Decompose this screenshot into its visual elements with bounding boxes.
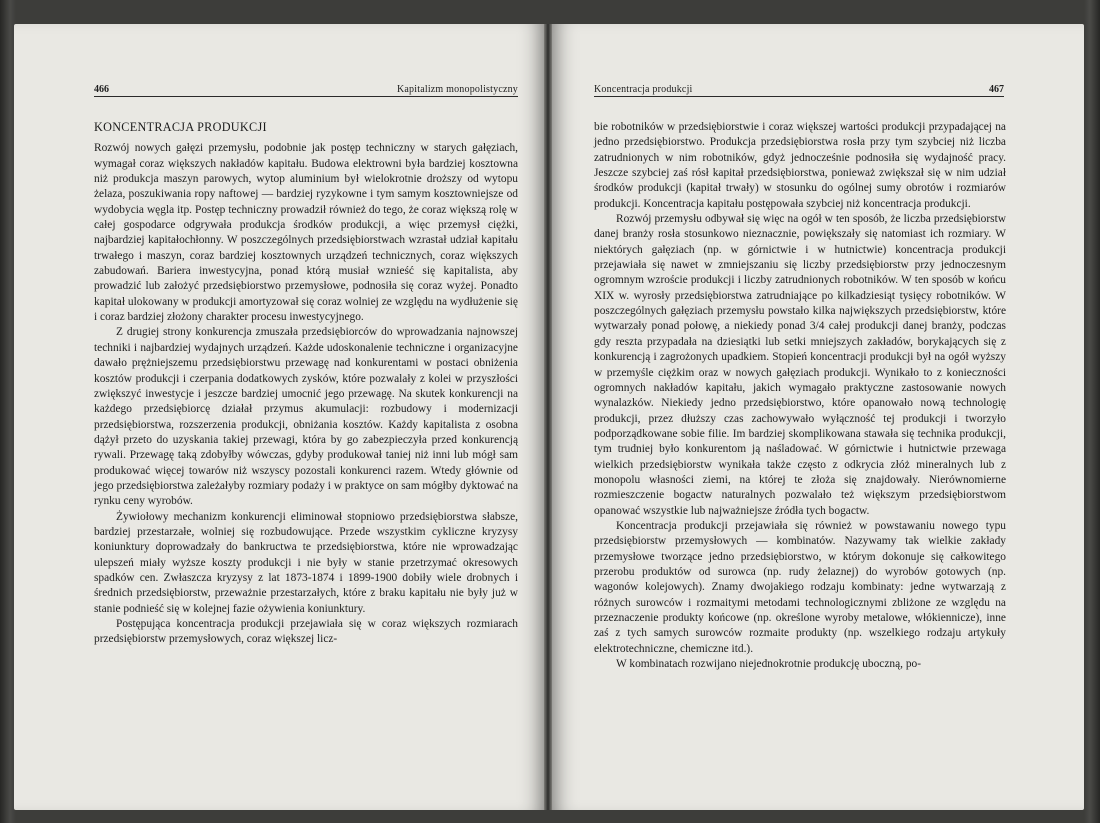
- left-running-head: [94, 84, 518, 97]
- left-running-title: Kapitalizm monopolistyczny: [396, 84, 518, 95]
- paragraph: Rozwój przemysłu odbywał się więc na ogół w ten sposób, że liczba przedsiębiorstw danej branży rosła stosunkowo nieznacznie, powiększały się natomiast ich rozmiary. W niektórych gałęziach (np. w górnictwie i w hutnictwie) koncentracja produkcji przejawiała się nawet w zmniejszaniu się liczby przedsiębiorstw przy jednoczesnym ogromnym wzroście produkcji i liczby zatrudnionych robotników. W ten sposób w końcu XIX w. wyrosły przedsiębiorstwa zatrudniające po kilkadziesiąt tysięcy robotników. W poszczególnych gałęziach przemysłu powstało kilka największych przedsiębiorstw, które wytwarzały ponad połowę, a niekiedy ponad 3/4 całej produkcji danej branży, podczas gdy reszta przypadała na dziesiątki lub setki mniejszych zakładów, borykających się z konkurencją i zagrożonych upadkiem. Stopień koncentracji produkcji był na ogół wyższy w przemyśle ciężkim oraz w nowych gałęziach produkcji. Wynikało to z konieczności ogromnych nakładów kapitału, jakich wymagało praktyczne zastosowanie nowych wynalazków. Niekiedy jedno przedsiębiorstwo, które opanowało nową technologię produkcji, przez dłuższy czas zachowywało wyłączność tej produkcji i tworzyło podporządkowane sobie filie. Im bardziej skomplikowana stawała się technika produkcji, tym trudniej było konkurentom ją naśladować. W górnictwie i hutnictwie przewaga wielkich przedsiębiorstw wynikała także często z odkrycia złóż mineralnych lub z monopolu własności ziemi, na której te złoża się znajdowały. Nierównomierne rozmieszczenie bogactw naturalnych pozwalało też większym przedsiębiorstwom opanować wszystkie lub najważniejsze źródła tych bogactw.: [594, 213, 1006, 517]
- left-page: [14, 24, 544, 810]
- book-gutter: [544, 24, 552, 810]
- paragraph: Koncentracja produkcji przejawiała się również w powstawaniu nowego typu przedsiębiorstw przemysłowych — kombinatów. Nazywamy tak wielkie zakłady przemysłowe tworzące jedno przedsiębiorstwo, w którym dokonuje się całkowitego przerobu produktów od surowca (np. rudy żelaznej) do wyrobów gotowych (np. wagonów kolejowych). Znamy dwojakiego rodzaju kombinaty: jedne wytwarzają z różnych surowców i rozmaitymi metodami technologicznymi zbliżone ze względu na przeznaczenie produkty końcowe (np. określone wyroby metalowe, włókiennicze), inne zaś z tych samych surowców rozmaite produkty (np. wszelkiego rodzaju artykuły elektrotechniczne, chemiczne itd.).: [594, 519, 1006, 655]
- left-text-block: [94, 120, 518, 648]
- paragraph: Z drugiej strony konkurencja zmuszała przedsiębiorców do wprowadzania najnowszej techniki i najbardziej wydajnych urządzeń. Każde udoskonalenie techniczne i organizacyjne dawało prężniejszemu przedsiębiorstwu przewagę nad konkurentami w postaci obniżenia kosztów produkcji i czerpania dodatkowych zysków, które pozwalały z kolei w przyszłości zwiększyć inwestycje i jeszcze bardziej umocnić jego przewagę. Na skutek konkurencji na każdego przedsiębiorcę działał przymus akumulacji: rozbudowy i modernizacji przedsiębiorstwa, rozszerzenia produkcji, obniżania kosztów. Każdy kapitalista z osobna dążył przeto do uzyskania takiej przewagi, która by go zabezpieczyła przed konkurencją rywali. Przewagę taką zdobyłby wówczas, gdyby produkował taniej niż inni lub mógł sam produkować więcej towarów niż wszyscy pozostali konkurenci razem. Wtedy głównie od jego przedsiębiorstwa zależałyby rozmiary podaży i w praktyce on sam mógłby dyktować na rynku ceny wyrobów.: [94, 326, 518, 508]
- paragraph: Żywiołowy mechanizm konkurencji eliminował stopniowo przedsiębiorstwa słabsze, bardziej przestarzałe, wolniej się rozbudowujące. Przede wszystkim cykliczne kryzysy koniunktury doprowadzały do bankructwa te przedsiębiorstwa, które nie wprowadzając ulepszeń miały wyższe koszty produkcji i nie były w stanie przetrzymać okresowych spadków cen. Zwłaszcza kryzysy z lat 1873-1874 i 1899-1900 dobiły wiele drobnych i średnich przedsiębiorstw, przeważnie przestarzałych, które z braku kapitału nie były już w stanie podnieść się w kolejnej fazie ożywienia koniunktury.: [94, 510, 518, 615]
- right-text-block: [594, 120, 1006, 672]
- paragraph: Postępująca koncentracja produkcji przejawiała się w coraz większych rozmiarach przedsiębiorstw przemysłowych, coraz większej licz-: [94, 618, 518, 646]
- left-page-number: 466: [94, 84, 109, 95]
- right-page-number: 467: [989, 84, 1004, 95]
- paragraph: Rozwój nowych gałęzi przemysłu, podobnie jak postęp techniczny w starych gałęziach, wymagał coraz większych nakładów kapitału. Budowa elektrowni była bardziej kosztowna niż produkcja maszyn parowych, wytop aluminium był wielokrotnie droższy od wytopu żelaza, poszukiwania ropy naftowej — bardziej ryzykowne i tym samym kosztowniejsze od wydobycia węgla itp. Postęp techniczny prowadził również do tego, że coraz większą rolę w całej gospodarce odgrywała produkcja środków produkcji, a więc przemysł ciężki, najbardziej kapitałochłonny. W poszczególnych przedsiębiorstwach wzrastał udział kapitału trwałego i maszyn, coraz bardziej kosztownych urządzeń technicznych, coraz większych zabudowań. Bariera inwestycyjna, ponad którą musiał wznieść się kapitalista, aby prowadzić lub założyć przedsiębiorstwo przemysłowe, podnosiła się coraz wyżej. Ponadto kapitał ulokowany w produkcji amortyzował się coraz wolniej ze względu na wydłużenie się i coraz bardziej złożony charakter procesu inwestycyjnego.: [94, 142, 518, 324]
- paragraph: bie robotników w przedsiębiorstwie i coraz większej wartości produkcji przypadającej na jedno przedsiębiorstwo. Produkcja przedsiębiorstwa rosła przy tym szybciej niż liczba zatrudnionych w nim robotników, gdyż jednocześnie podnosiła się wydajność pracy. Jeszcze szybciej zaś rósł kapitał przedsiębiorstwa, ponieważ zwiększał się w nim udział środków produkcji (kapitał trwały) w stosunku do ogólnej sumy obrotów i rozmiarów produkcji. Koncentracja kapitału postępowała szybciej niż koncentracja produkcji.: [594, 121, 1006, 210]
- paragraph: W kombinatach rozwijano niejednokrotnie produkcję uboczną, po-: [616, 658, 922, 671]
- right-running-head: [594, 84, 1004, 97]
- section-heading: KONCENTRACJA PRODUKCJI: [94, 120, 267, 134]
- right-page: [552, 24, 1084, 810]
- right-running-title: Koncentracja produkcji: [594, 84, 693, 95]
